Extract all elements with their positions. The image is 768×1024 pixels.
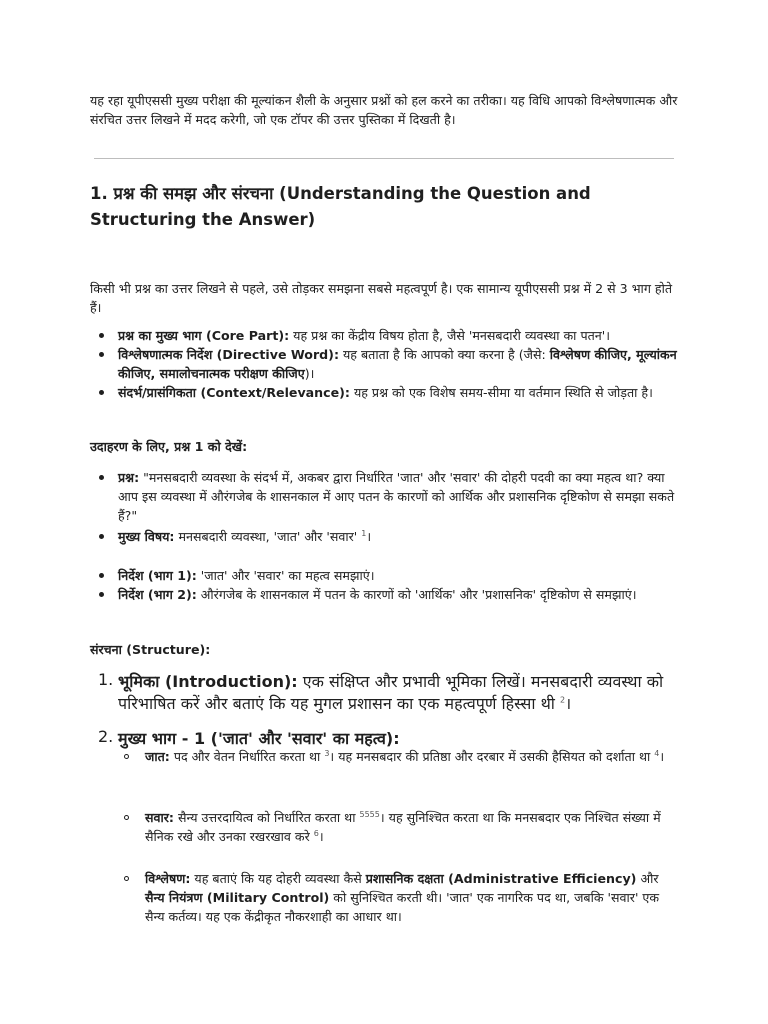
footnote-ref: 3 (324, 748, 330, 758)
sub-list-sawar (90, 808, 682, 846)
item-text: यह प्रश्न का केंद्रीय विषय होता है, जैसे 'मनसबदारी व्यवस्था का पतन'। (289, 328, 611, 343)
item-text: मनसबदारी व्यवस्था, 'जात' और 'सवार' (174, 529, 362, 544)
list-item (90, 345, 682, 383)
item-number: 1. (98, 670, 114, 689)
item-emphasis: सैन्य नियंत्रण (Military Control) (145, 890, 330, 905)
item-text: यह प्रश्न को एक विशेष समय-सीमा या वर्तमान स्थिति से जोड़ता है। (349, 385, 653, 400)
numbered-item-introduction: 1. भूमिका (Introduction): एक संक्षिप्त और प्रभावी भूमिका लिखें। मनसबदारी व्यवस्था को परिभाषित करें और बताएं कि यह मुगल प्रशासन का एक महत्वपूर्ण हिस्सा थी $^2$। (98, 670, 664, 713)
item-text: एक संक्षिप्त और प्रभावी भूमिका लिखें। मनसबदारी व्यवस्था को परिभाषित करें और बताएं कि यह मुगल प्रशासन का एक महत्वपूर्ण हिस्सा थी (118, 672, 664, 713)
item-label: संदर्भ/प्रासंगिकता (Context/Relevance): (118, 385, 350, 400)
footnote-ref: 1 (361, 528, 367, 538)
list-item (90, 566, 682, 585)
item-label: जात: (145, 749, 170, 764)
section-intro-paragraph: किसी भी प्रश्न का उत्तर लिखने से पहले, उसे तोड़कर समझना सबसे महत्वपूर्ण है। एक सामान्य यूपीएससी प्रश्न में 2 से 3 भाग होते हैं। (90, 281, 673, 315)
item-label: निर्देश (भाग 2): (118, 587, 197, 602)
footnote-ref: 4 (654, 748, 660, 758)
footnote-ref: 2 (560, 695, 566, 705)
list-item (90, 326, 682, 345)
item-label: विश्लेषणात्मक निर्देश (Directive Word): (118, 347, 339, 362)
item-text-tail: )। (304, 366, 315, 381)
sub-list-analysis (90, 869, 682, 926)
item-number: 2. (98, 727, 114, 746)
list-item (90, 468, 682, 525)
horizontal-divider (94, 158, 674, 159)
item-text: यह बताता है कि आपको क्या करना है (जैसे: (338, 347, 550, 362)
item-label: सवार: (145, 810, 174, 825)
sub-list-item: जात: पद और वेतन निर्धारित करता था $^3$। यह मनसबदार की प्रतिष्ठा और दरबार में उसकी हैसियत को दर्शाता था $^4$। (90, 747, 682, 766)
footnote-ref: 5555 (359, 809, 380, 819)
sub-list-item: विश्लेषण: यह बताएं कि यह दोहरी व्यवस्था कैसे प्रशासनिक दक्षता (Administrative Efficiency) और सैन्य नियंत्रण (Military Control) को सुनिश्चित करती थी। 'जात' एक नागरिक पद था, जबकि 'सवार' एक सैन्य कर्तव्य। यह एक केंद्रीकृत नौकरशाही का आधार था। (90, 869, 682, 926)
structure-heading: संरचना (Structure): (90, 642, 211, 657)
list-item (90, 383, 682, 402)
footnote-ref: 6 (313, 828, 319, 838)
example-intro: उदाहरण के लिए, प्रश्न 1 को देखें: (90, 439, 248, 454)
item-text: 'जात' और 'सवार' का महत्व समझाएं। (196, 568, 375, 583)
directive-list (90, 566, 682, 604)
list-item: मुख्य विषय: मनसबदारी व्यवस्था, 'जात' और 'सवार' $^1$। (90, 527, 682, 546)
item-emphasis: विश्लेषण कीजिए, मूल्यांकन कीजिए, समालोचनात्मक परीक्षण कीजिए (118, 347, 677, 381)
question-parts-list (90, 326, 682, 402)
item-label: निर्देश (भाग 1): (118, 568, 197, 583)
item-label: मुख्य विषय: (118, 529, 175, 544)
numbered-item-main-part (90, 727, 682, 749)
item-label: विश्लेषण: (145, 871, 191, 886)
item-label: मुख्य भाग - 1 ('जात' और 'सवार' का महत्व): (118, 729, 400, 748)
list-item (90, 585, 682, 604)
item-text: औरंगजेब के शासनकाल में पतन के कारणों को 'आर्थिक' और 'प्रशासनिक' दृष्टिकोण से समझाएं। (196, 587, 637, 602)
item-label: प्रश्न: (118, 470, 140, 485)
item-text: "मनसबदारी व्यवस्था के संदर्भ में, अकबर द्वारा निर्धारित 'जात' और 'सवार' की दोहरी पदवी का क्या महत्व था? क्या आप इस व्यवस्था में औरंगजेब के शासनकाल में आए पतन के कारणों को आर्थिक और प्रशासनिक दृष्टिकोण से समझा सकते हैं?" (118, 470, 675, 523)
intro-paragraph: यह रहा यूपीएससी मुख्य परीक्षा की मूल्यांकन शैली के अनुसार प्रश्नों को हल करने का तरीका। यह विधि आपको विश्लेषणात्मक और संरचित उत्तर लिखने में मदद करेगी, जो एक टॉपर की उत्तर पुस्तिका में दिखती है। (90, 93, 678, 127)
section-heading: 1. प्रश्न की समझ और संरचना (Understanding the Question and Structuring the Answer) (90, 184, 591, 229)
sub-list-item: सवार: सैन्य उत्तरदायित्व को निर्धारित करता था $^{5555}$। यह सुनिश्चित करता था कि मनसबदार एक निश्चित संख्या में सैनिक रखे और उनका रखरखाव करे $^6$। (90, 808, 682, 846)
item-label: भूमिका (Introduction): (118, 672, 298, 691)
subject-list (90, 527, 682, 546)
item-emphasis: प्रशासनिक दक्षता (Administrative Efficiency) (365, 871, 637, 886)
question-list (90, 468, 682, 525)
item-label: प्रश्न का मुख्य भाग (Core Part): (118, 328, 290, 343)
sub-list-jaat (90, 747, 682, 766)
